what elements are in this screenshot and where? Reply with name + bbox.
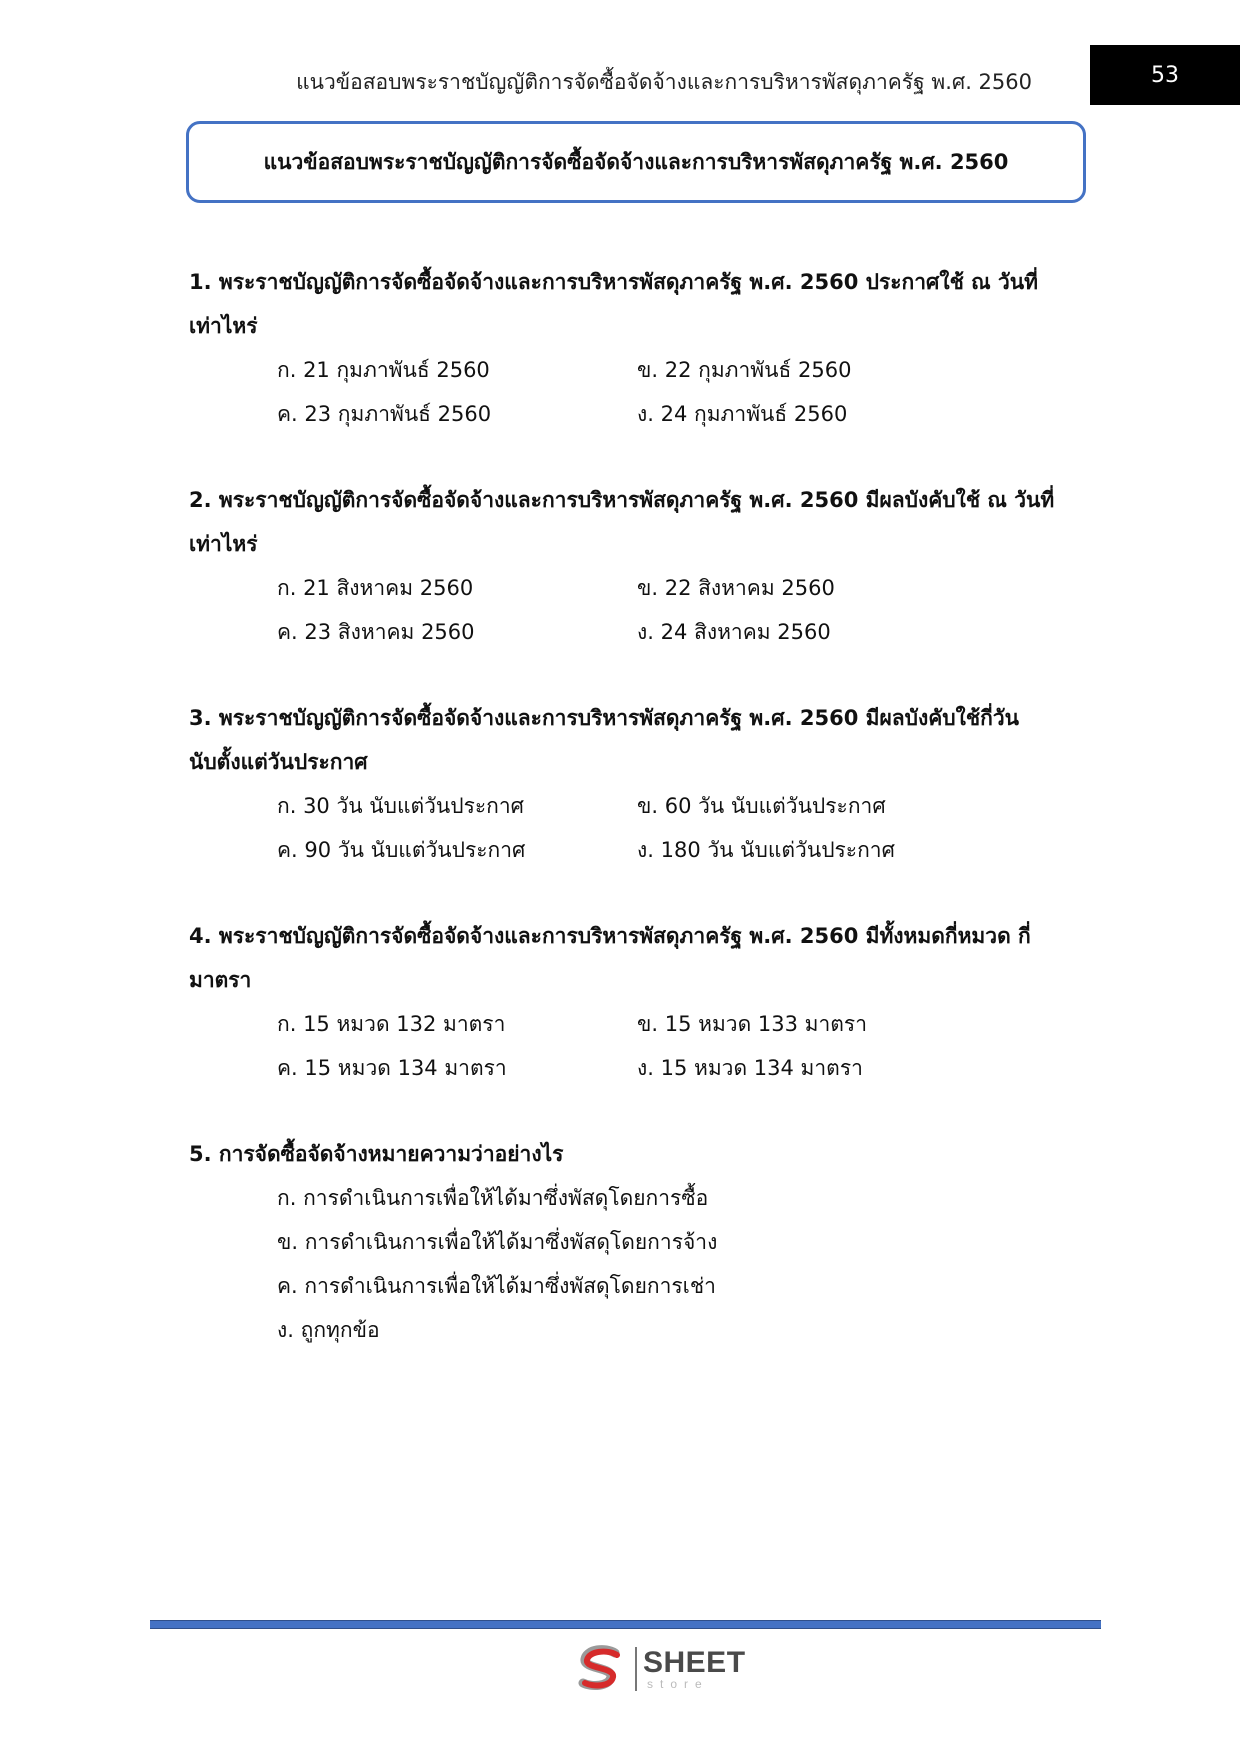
choice-b: ข. 60 วัน นับแต่วันประกาศ <box>637 794 886 818</box>
question-text: 5. การจัดซื้อจัดจ้างหมายความว่าอย่างไร <box>189 1142 564 1166</box>
logo-divider <box>635 1647 637 1691</box>
question-list <box>189 260 1069 1394</box>
question-text: 3. พระราชบัญญัติการจัดซื้อจัดจ้างและการบริหารพัสดุภาครัฐ พ.ศ. 2560 มีผลบังคับใช้กี่วัน <box>189 706 1019 730</box>
question-text-cont: มาตรา <box>189 968 252 992</box>
sheet-store-logo <box>575 1645 746 1693</box>
question-text: 2. พระราชบัญญัติการจัดซื้อจัดจ้างและการบริหารพัสดุภาครัฐ พ.ศ. 2560 มีผลบังคับใช้ ณ วันที่ <box>189 488 1055 512</box>
choice-c: ค. 15 หมวด 134 มาตรา <box>277 1056 507 1080</box>
choice-b: ข. 22 กุมภาพันธ์ 2560 <box>637 358 852 382</box>
question-3 <box>189 696 1069 872</box>
footer-rule <box>150 1620 1101 1629</box>
choice-a: ก. 21 สิงหาคม 2560 <box>277 576 474 600</box>
page-title: แนวข้อสอบพระราชบัญญัติการจัดซื้อจัดจ้างและการบริหารพัสดุภาครัฐ พ.ศ. 2560 <box>263 149 1009 174</box>
choice-d: ง. 24 กุมภาพันธ์ 2560 <box>637 402 848 426</box>
choice-b: ข. 22 สิงหาคม 2560 <box>637 576 835 600</box>
question-text: 1. พระราชบัญญัติการจัดซื้อจัดจ้างและการบริหารพัสดุภาครัฐ พ.ศ. 2560 ประกาศใช้ ณ วันที่ <box>189 270 1038 294</box>
question-2 <box>189 478 1069 654</box>
page-number: 53 <box>1090 45 1240 105</box>
logo-word: SHEET <box>643 1646 746 1679</box>
choice-d: ง. 15 หมวด 134 มาตรา <box>637 1056 863 1080</box>
choice-a: ก. 30 วัน นับแต่วันประกาศ <box>277 794 525 818</box>
running-header: แนวข้อสอบพระราชบัญญัติการจัดซื้อจัดจ้างและการบริหารพัสดุภาครัฐ พ.ศ. 2560 <box>296 70 1032 94</box>
title-box <box>186 121 1086 203</box>
question-5 <box>189 1132 1069 1352</box>
choice-c: ค. การดำเนินการเพื่อให้ได้มาซึ่งพัสดุโดยการเช่า <box>277 1274 716 1298</box>
question-text: 4. พระราชบัญญัติการจัดซื้อจัดจ้างและการบริหารพัสดุภาครัฐ พ.ศ. 2560 มีทั้งหมดกี่หมวด กี่ <box>189 924 1031 948</box>
question-text-cont: เท่าไหร่ <box>189 314 258 338</box>
choice-b: ข. การดำเนินการเพื่อให้ได้มาซึ่งพัสดุโดยการจ้าง <box>277 1230 718 1254</box>
choice-a: ก. การดำเนินการเพื่อให้ได้มาซึ่งพัสดุโดยการซื้อ <box>277 1186 709 1210</box>
choice-c: ค. 23 กุมภาพันธ์ 2560 <box>277 402 492 426</box>
choice-c: ค. 23 สิงหาคม 2560 <box>277 620 475 644</box>
question-4 <box>189 914 1069 1090</box>
choice-d: ง. 180 วัน นับแต่วันประกาศ <box>637 838 895 862</box>
choice-c: ค. 90 วัน นับแต่วันประกาศ <box>277 838 526 862</box>
choice-b: ข. 15 หมวด 133 มาตรา <box>637 1012 867 1036</box>
question-text-cont: นับตั้งแต่วันประกาศ <box>189 750 368 774</box>
choice-a: ก. 15 หมวด 132 มาตรา <box>277 1012 506 1036</box>
logo-sub: store <box>647 1677 709 1691</box>
choice-d: ง. ถูกทุกข้อ <box>277 1318 380 1342</box>
choice-d: ง. 24 สิงหาคม 2560 <box>637 620 831 644</box>
question-text-cont: เท่าไหร่ <box>189 532 258 556</box>
choice-a: ก. 21 กุมภาพันธ์ 2560 <box>277 358 490 382</box>
question-1 <box>189 260 1069 436</box>
logo-s-icon <box>575 1645 627 1693</box>
